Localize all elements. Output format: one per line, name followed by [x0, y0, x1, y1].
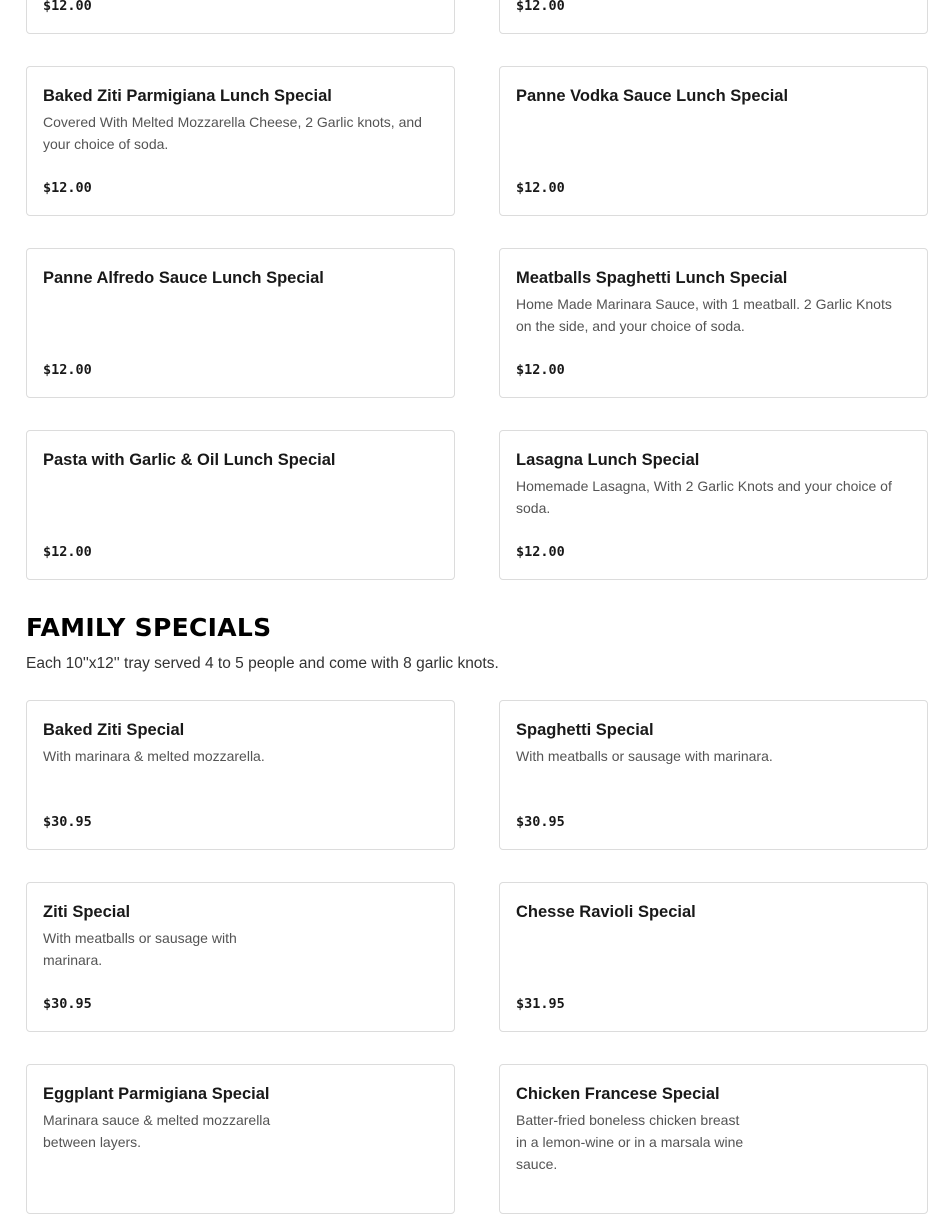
- section-title: FAMILY SPECIALS: [26, 613, 272, 642]
- menu-item-name: Baked Ziti Special: [43, 721, 185, 739]
- menu-item-price: $30.95: [516, 814, 565, 830]
- section-subtitle: Each 10''x12'' tray served 4 to 5 people and come with 8 garlic knots.: [26, 655, 499, 672]
- menu-item-description: With marinara & melted mozzarella.: [43, 748, 265, 764]
- menu-item-description: Marinara sauce & melted mozzarella between layers.: [43, 1112, 271, 1150]
- menu-item-description: Home Made Marinara Sauce, with 1 meatball. 2 Garlic Knots on the side, and your choice of soda.: [516, 296, 892, 334]
- menu-item-name: Lasagna Lunch Special: [516, 451, 700, 469]
- menu-item-card[interactable]: [499, 882, 928, 1032]
- menu-item-price: $12.00: [516, 362, 565, 378]
- menu-item-price: $30.95: [43, 996, 92, 1012]
- menu-item-card[interactable]: [499, 248, 928, 398]
- menu-item-name: Chesse Ravioli Special: [516, 903, 696, 921]
- menu-item-name: Panne Alfredo Sauce Lunch Special: [43, 269, 324, 287]
- menu-item-card[interactable]: [499, 1064, 928, 1214]
- menu-item-card[interactable]: [499, 700, 928, 850]
- menu-item-price: $12.00: [43, 0, 92, 14]
- menu-item-price: $31.95: [516, 996, 565, 1012]
- menu-item-card[interactable]: [499, 0, 928, 34]
- menu-item-card[interactable]: [26, 248, 455, 398]
- menu-item-card[interactable]: [26, 430, 455, 580]
- menu-item-name: Meatballs Spaghetti Lunch Special: [516, 269, 788, 287]
- lunch-specials-grid: [26, 0, 928, 580]
- menu-item-name: Pasta with Garlic & Oil Lunch Special: [43, 451, 336, 469]
- menu-item-price: $12.00: [516, 180, 565, 196]
- menu-item-card[interactable]: [26, 700, 455, 850]
- menu-item-price: $12.00: [43, 180, 92, 196]
- menu-item-name: Chicken Francese Special: [516, 1085, 720, 1103]
- menu-item-name: Ziti Special: [43, 903, 131, 921]
- menu-item-card[interactable]: [26, 1064, 455, 1214]
- menu-item-card[interactable]: [26, 0, 455, 34]
- menu-item-card[interactable]: [26, 882, 455, 1032]
- menu-item-description: Homemade Lasagna, With 2 Garlic Knots and your choice of soda.: [516, 478, 892, 516]
- menu-item-name: Baked Ziti Parmigiana Lunch Special: [43, 87, 332, 105]
- menu-item-name: Eggplant Parmigiana Special: [43, 1085, 270, 1103]
- family-specials-grid: [26, 700, 928, 1214]
- menu-item-price: $12.00: [43, 544, 92, 560]
- menu-item-card[interactable]: [26, 66, 455, 216]
- menu-item-description: Covered With Melted Mozzarella Cheese, 2 Garlic knots, and your choice of soda.: [43, 114, 422, 152]
- menu-item-card[interactable]: [499, 430, 928, 580]
- menu-item-description: With meatballs or sausage with marinara.: [516, 748, 773, 764]
- menu-item-price: $12.00: [43, 362, 92, 378]
- menu-item-price: $12.00: [516, 544, 565, 560]
- menu-item-description: With meatballs or sausage with marinara.: [43, 930, 237, 968]
- menu-item-name: Spaghetti Special: [516, 721, 654, 739]
- menu-item-card[interactable]: [499, 66, 928, 216]
- menu-item-description: Batter-fried boneless chicken breast in a lemon-wine or in a marsala wine sauce.: [516, 1112, 744, 1172]
- menu-item-name: Panne Vodka Sauce Lunch Special: [516, 87, 789, 105]
- menu-item-price: $30.95: [43, 814, 92, 830]
- menu-item-price: $12.00: [516, 0, 565, 14]
